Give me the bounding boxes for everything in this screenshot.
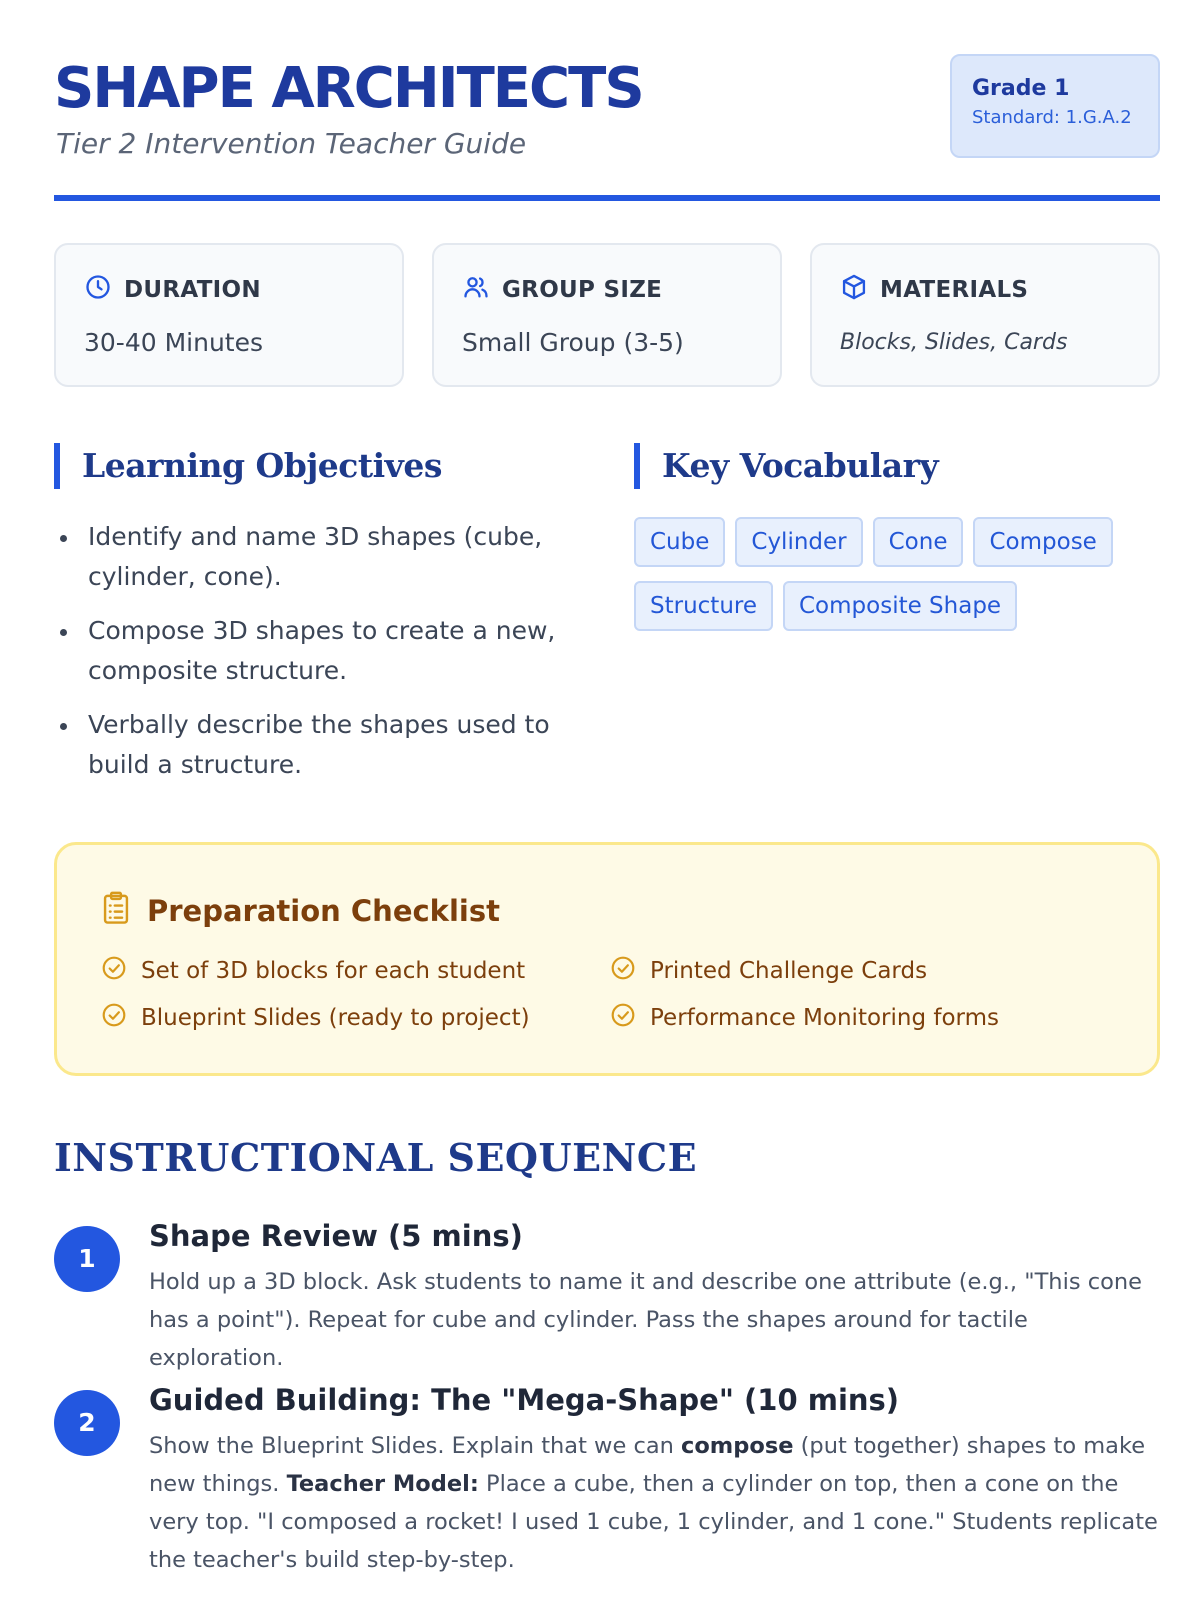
vocab-chip: Structure <box>634 581 773 631</box>
body-text: Hold up a 3D block. Ask students to name it and describe one attribute (e.g., "This cone has a point"). Repeat for cube and cylinder. Pass the shapes around for tactile exploration. <box>149 1269 1142 1371</box>
objectives-list <box>88 517 608 799</box>
emphasis-text: compose <box>681 1433 794 1459</box>
page-subtitle: Tier 2 Intervention Teacher Guide <box>56 127 527 160</box>
header-divider <box>54 195 1160 201</box>
vocab-chip: Cylinder <box>735 517 862 567</box>
step-description <box>149 1263 1159 1377</box>
guide-header <box>54 0 1160 202</box>
check-circle-icon <box>610 955 636 987</box>
cube-icon <box>840 273 868 306</box>
info-card-group-size <box>432 243 782 387</box>
vocab-chip: Cube <box>634 517 725 567</box>
step-number-badge: 1 <box>54 1226 120 1292</box>
checklist-item <box>101 1002 530 1034</box>
info-card-label: DURATION <box>124 276 261 303</box>
checklist-item <box>101 955 525 987</box>
info-card-materials <box>810 243 1160 387</box>
body-text: Show the Blueprint Slides. Explain that we can <box>149 1433 682 1459</box>
info-card-duration <box>54 243 404 387</box>
info-cards <box>54 243 1160 387</box>
grade-label: Grade 1 <box>972 76 1070 101</box>
check-circle-icon <box>101 955 127 987</box>
info-card-value: 30-40 Minutes <box>84 328 264 357</box>
step-title: Guided Building: The "Mega-Shape" (10 mins) <box>149 1383 900 1417</box>
list-item: Verbally describe the shapes used to build a structure. <box>88 705 608 785</box>
standard-label: Standard: 1.G.A.2 <box>972 107 1132 128</box>
vocabulary-chips <box>634 517 1134 645</box>
info-card-value: Blocks, Slides, Cards <box>840 330 1068 355</box>
checklist-item-label: Blueprint Slides (ready to project) <box>141 1005 530 1031</box>
grade-badge <box>950 54 1160 158</box>
body-text: Place a cube, then a cylinder on top, then a cone on the very top. "I composed a rocket! I used 1 cube, 1 cylinder, and 1 cone." Students replicate the teacher's build step-by-step. <box>149 1471 1158 1573</box>
checklist-item <box>610 1002 999 1034</box>
info-card-value: Small Group (3-5) <box>462 328 684 357</box>
info-card-label: MATERIALS <box>880 276 1029 303</box>
vocab-chip: Cone <box>873 517 964 567</box>
list-item: Identify and name 3D shapes (cube, cylinder, cone). <box>88 517 608 597</box>
body-text: (put together) shapes to make new things. <box>149 1433 1146 1497</box>
checklist-item-label: Set of 3D blocks for each student <box>141 958 526 984</box>
clipboard-icon <box>101 891 131 930</box>
emphasis-text: Teacher Model: <box>286 1471 479 1497</box>
checklist-item <box>610 955 927 987</box>
users-icon <box>462 273 490 306</box>
clock-icon <box>84 273 112 306</box>
vocab-chip: Composite Shape <box>783 581 1017 631</box>
checklist-item-label: Performance Monitoring forms <box>650 1005 999 1031</box>
teacher-guide-page <box>54 0 1160 1573</box>
step-number-badge: 2 <box>54 1390 120 1456</box>
check-circle-icon <box>610 1002 636 1034</box>
step-title: Shape Review (5 mins) <box>149 1219 523 1253</box>
vocab-chip: Compose <box>973 517 1112 567</box>
step-description <box>149 1427 1159 1579</box>
page-title: SHAPE ARCHITECTS <box>54 56 643 121</box>
vocabulary-heading: Key Vocabulary <box>634 443 938 489</box>
checklist-title: Preparation Checklist <box>147 893 500 928</box>
list-item: Compose 3D shapes to create a new, composite structure. <box>88 611 608 691</box>
preparation-checklist <box>54 842 1160 1076</box>
objectives-heading: Learning Objectives <box>54 443 442 489</box>
check-circle-icon <box>101 1002 127 1034</box>
info-card-label: GROUP SIZE <box>502 276 663 303</box>
sequence-heading: INSTRUCTIONAL SEQUENCE <box>54 1135 698 1180</box>
checklist-item-label: Printed Challenge Cards <box>650 958 928 984</box>
